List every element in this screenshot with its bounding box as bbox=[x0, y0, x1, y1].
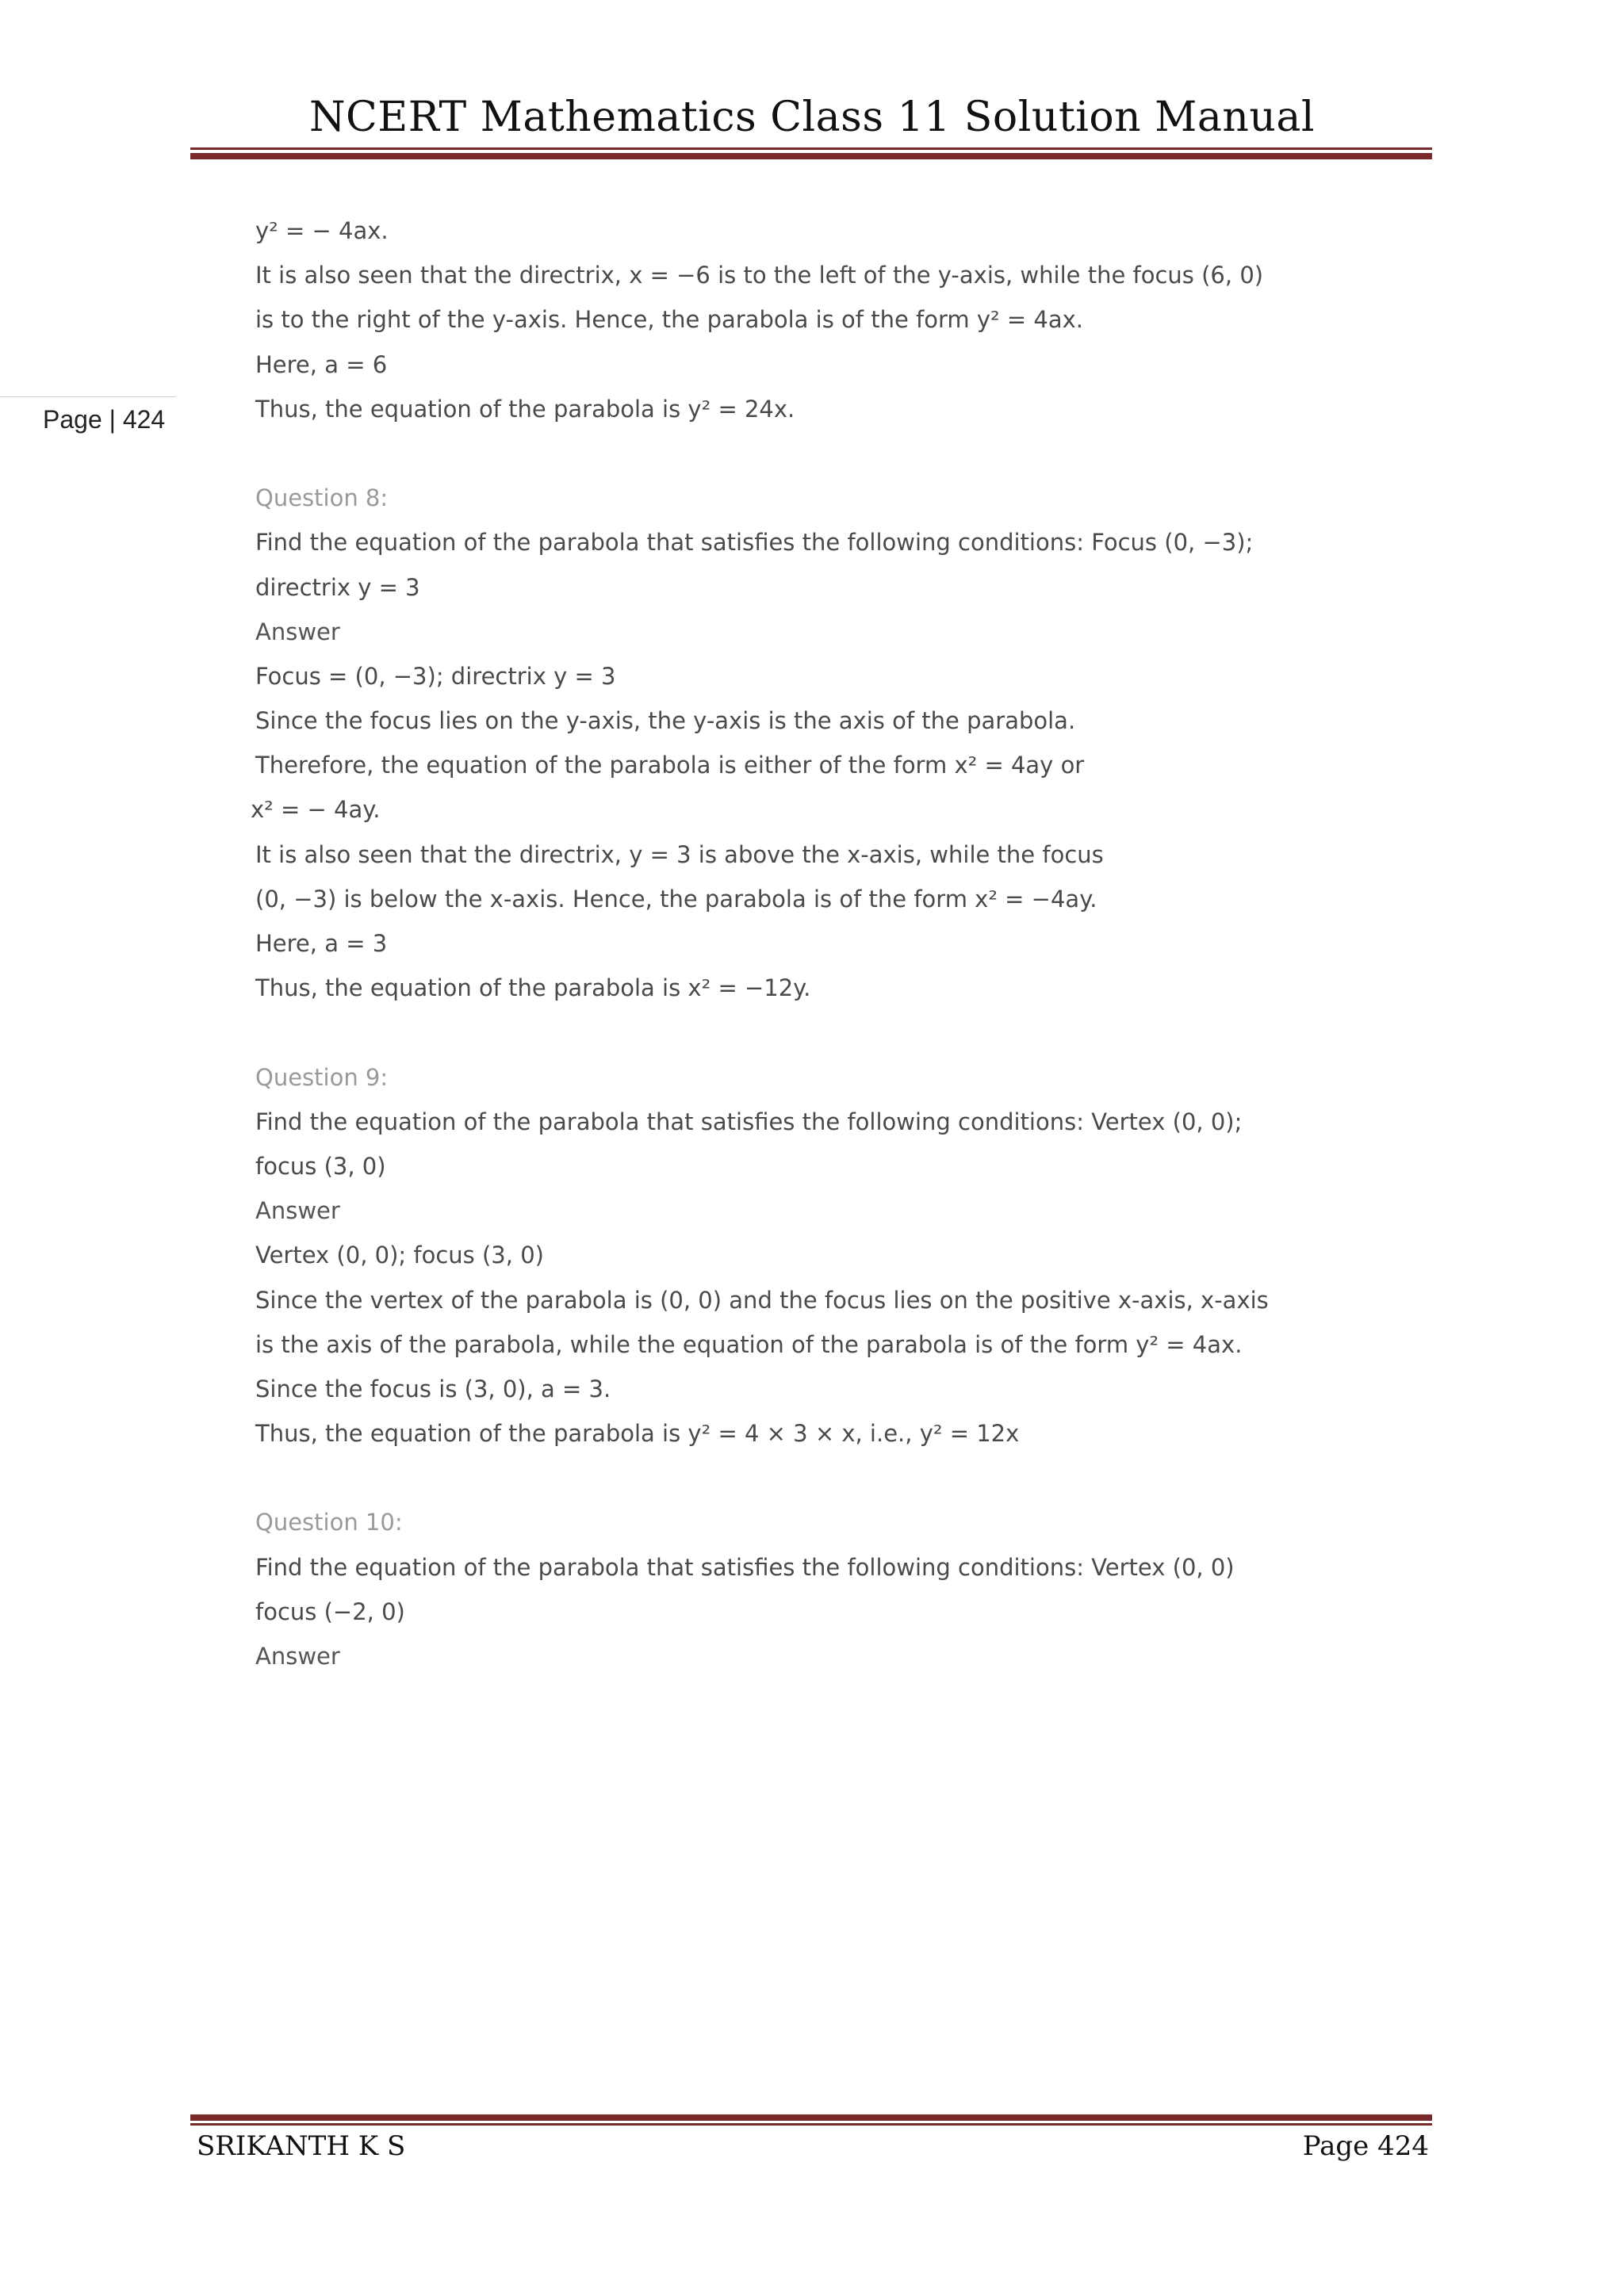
question-heading: Question 10: bbox=[255, 1509, 403, 1536]
text-line: Thus, the equation of the parabola is y² = 24x. bbox=[255, 395, 795, 423]
margin-divider bbox=[0, 396, 176, 397]
text-line: Since the vertex of the parabola is (0, 0) and the focus lies on the positive x-axis, x-axis bbox=[255, 1286, 1269, 1314]
text-line: focus (3, 0) bbox=[255, 1152, 386, 1180]
text-line: Find the equation of the parabola that satisfies the following conditions: Focus (0, −3); bbox=[255, 529, 1254, 557]
text-line: Thus, the equation of the parabola is y² = 4 × 3 × x, i.e., y² = 12x bbox=[255, 1420, 1020, 1448]
spacer bbox=[255, 1010, 1445, 1054]
answer-label: Answer bbox=[255, 618, 340, 645]
text-line: (0, −3) is below the x-axis. Hence, the parabola is of the form x² = −4ay. bbox=[255, 885, 1097, 913]
text-line: Therefore, the equation of the parabola is either of the form x² = 4ay or bbox=[255, 752, 1085, 779]
spacer bbox=[255, 431, 1445, 476]
text-line: It is also seen that the directrix, x = −6 is to the left of the y-axis, while the focus (6, 0) bbox=[255, 262, 1264, 289]
question-heading: Question 8: bbox=[255, 484, 389, 512]
text-line: Here, a = 6 bbox=[255, 350, 388, 378]
footer-page-number: Page 424 bbox=[1302, 2130, 1429, 2162]
page-header-title: NCERT Mathematics Class 11 Solution Manual bbox=[308, 94, 1316, 141]
text-line: directrix y = 3 bbox=[255, 573, 420, 601]
question-heading: Question 9: bbox=[255, 1063, 389, 1091]
text-line: Thus, the equation of the parabola is x² = −12y. bbox=[255, 974, 811, 1002]
footer-rule-thin bbox=[190, 2123, 1432, 2126]
footer-author: SRIKANTH K S bbox=[197, 2130, 406, 2162]
text-line: Since the focus is (3, 0), a = 3. bbox=[255, 1375, 611, 1402]
margin-page-label: Page | 424 bbox=[43, 405, 166, 434]
spacer bbox=[255, 1456, 1445, 1500]
text-line: x² = − 4ay. bbox=[251, 796, 381, 824]
text-line: Focus = (0, −3); directrix y = 3 bbox=[255, 662, 616, 690]
text-line: Vertex (0, 0); focus (3, 0) bbox=[255, 1242, 544, 1269]
footer-rule-thick bbox=[190, 2114, 1432, 2121]
text-line: Find the equation of the parabola that satisfies the following conditions: Vertex (0, 0); bbox=[255, 1108, 1243, 1135]
text-line: is the axis of the parabola, while the equation of the parabola is of the form y² = 4ax. bbox=[255, 1330, 1243, 1358]
answer-label: Answer bbox=[255, 1643, 340, 1670]
text-line: focus (−2, 0) bbox=[255, 1598, 405, 1625]
answer-label: Answer bbox=[255, 1197, 340, 1225]
text-line: Here, a = 3 bbox=[255, 930, 388, 957]
text-line: y² = − 4ax. bbox=[255, 217, 389, 244]
content-body bbox=[251, 209, 1445, 1678]
text-line: It is also seen that the directrix, y = 3 is above the x-axis, while the focus bbox=[255, 840, 1104, 868]
header-rule-thick bbox=[190, 153, 1432, 159]
text-line: is to the right of the y-axis. Hence, the parabola is of the form y² = 4ax. bbox=[255, 306, 1083, 334]
text-line: Find the equation of the parabola that satisfies the following conditions: Vertex (0, 0) bbox=[255, 1553, 1235, 1581]
text-line: Since the focus lies on the y-axis, the y-axis is the axis of the parabola. bbox=[255, 707, 1076, 735]
header-rule-thin bbox=[190, 147, 1432, 150]
